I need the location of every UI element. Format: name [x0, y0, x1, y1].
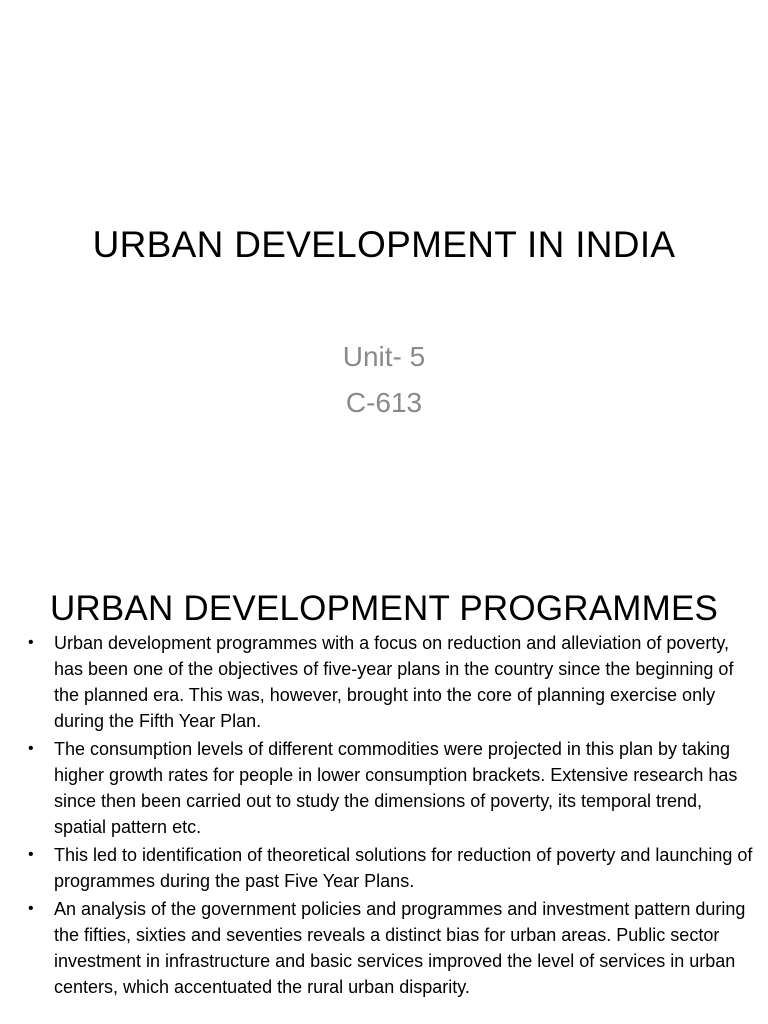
content-slide — [0, 578, 768, 1024]
bullet-item — [28, 630, 756, 734]
bullet-item — [28, 736, 756, 840]
bullet-list — [28, 630, 756, 1002]
bullet-item — [28, 896, 756, 1000]
slide-title: URBAN DEVELOPMENT IN INDIA — [92, 224, 676, 265]
subtitle-code: C-613 — [345, 387, 423, 418]
bullet-dot-icon: • — [28, 900, 34, 917]
slide-heading: URBAN DEVELOPMENT PROGRAMMES — [49, 589, 719, 628]
bullet-text: The consumption levels of different commodities were projected in this plan by taking higher growth rates for people in lower consumption brackets. Extensive research has since then been carried out to study the dimensions of poverty, its temporal trend, spatial pattern etc. — [54, 739, 738, 837]
bullet-text: Urban development programmes with a focus on reduction and alleviation of poverty, has been one of the objectives of five-year plans in the country since the beginning of the planned era. This was, however, brought into the core of planning exercise only during the Fifth Year Plan. — [54, 633, 734, 731]
subtitle-unit: Unit- 5 — [342, 341, 426, 372]
bullet-item — [28, 842, 756, 894]
slide-subtitle — [0, 334, 768, 426]
bullet-dot-icon: • — [28, 634, 34, 651]
bullet-text: An analysis of the government policies and programmes and investment pattern during the fifties, sixties and seventies reveals a distinct bias for urban areas. Public sector investment in infrastructure and basic services improved the level of services in urban centers, which accentuated the rural urban disparity. — [54, 899, 746, 997]
bullet-dot-icon: • — [28, 740, 34, 757]
bullet-dot-icon: • — [28, 846, 34, 863]
bullet-text: This led to identification of theoretical solutions for reduction of poverty and launching of programmes during the past Five Year Plans. — [54, 845, 753, 891]
